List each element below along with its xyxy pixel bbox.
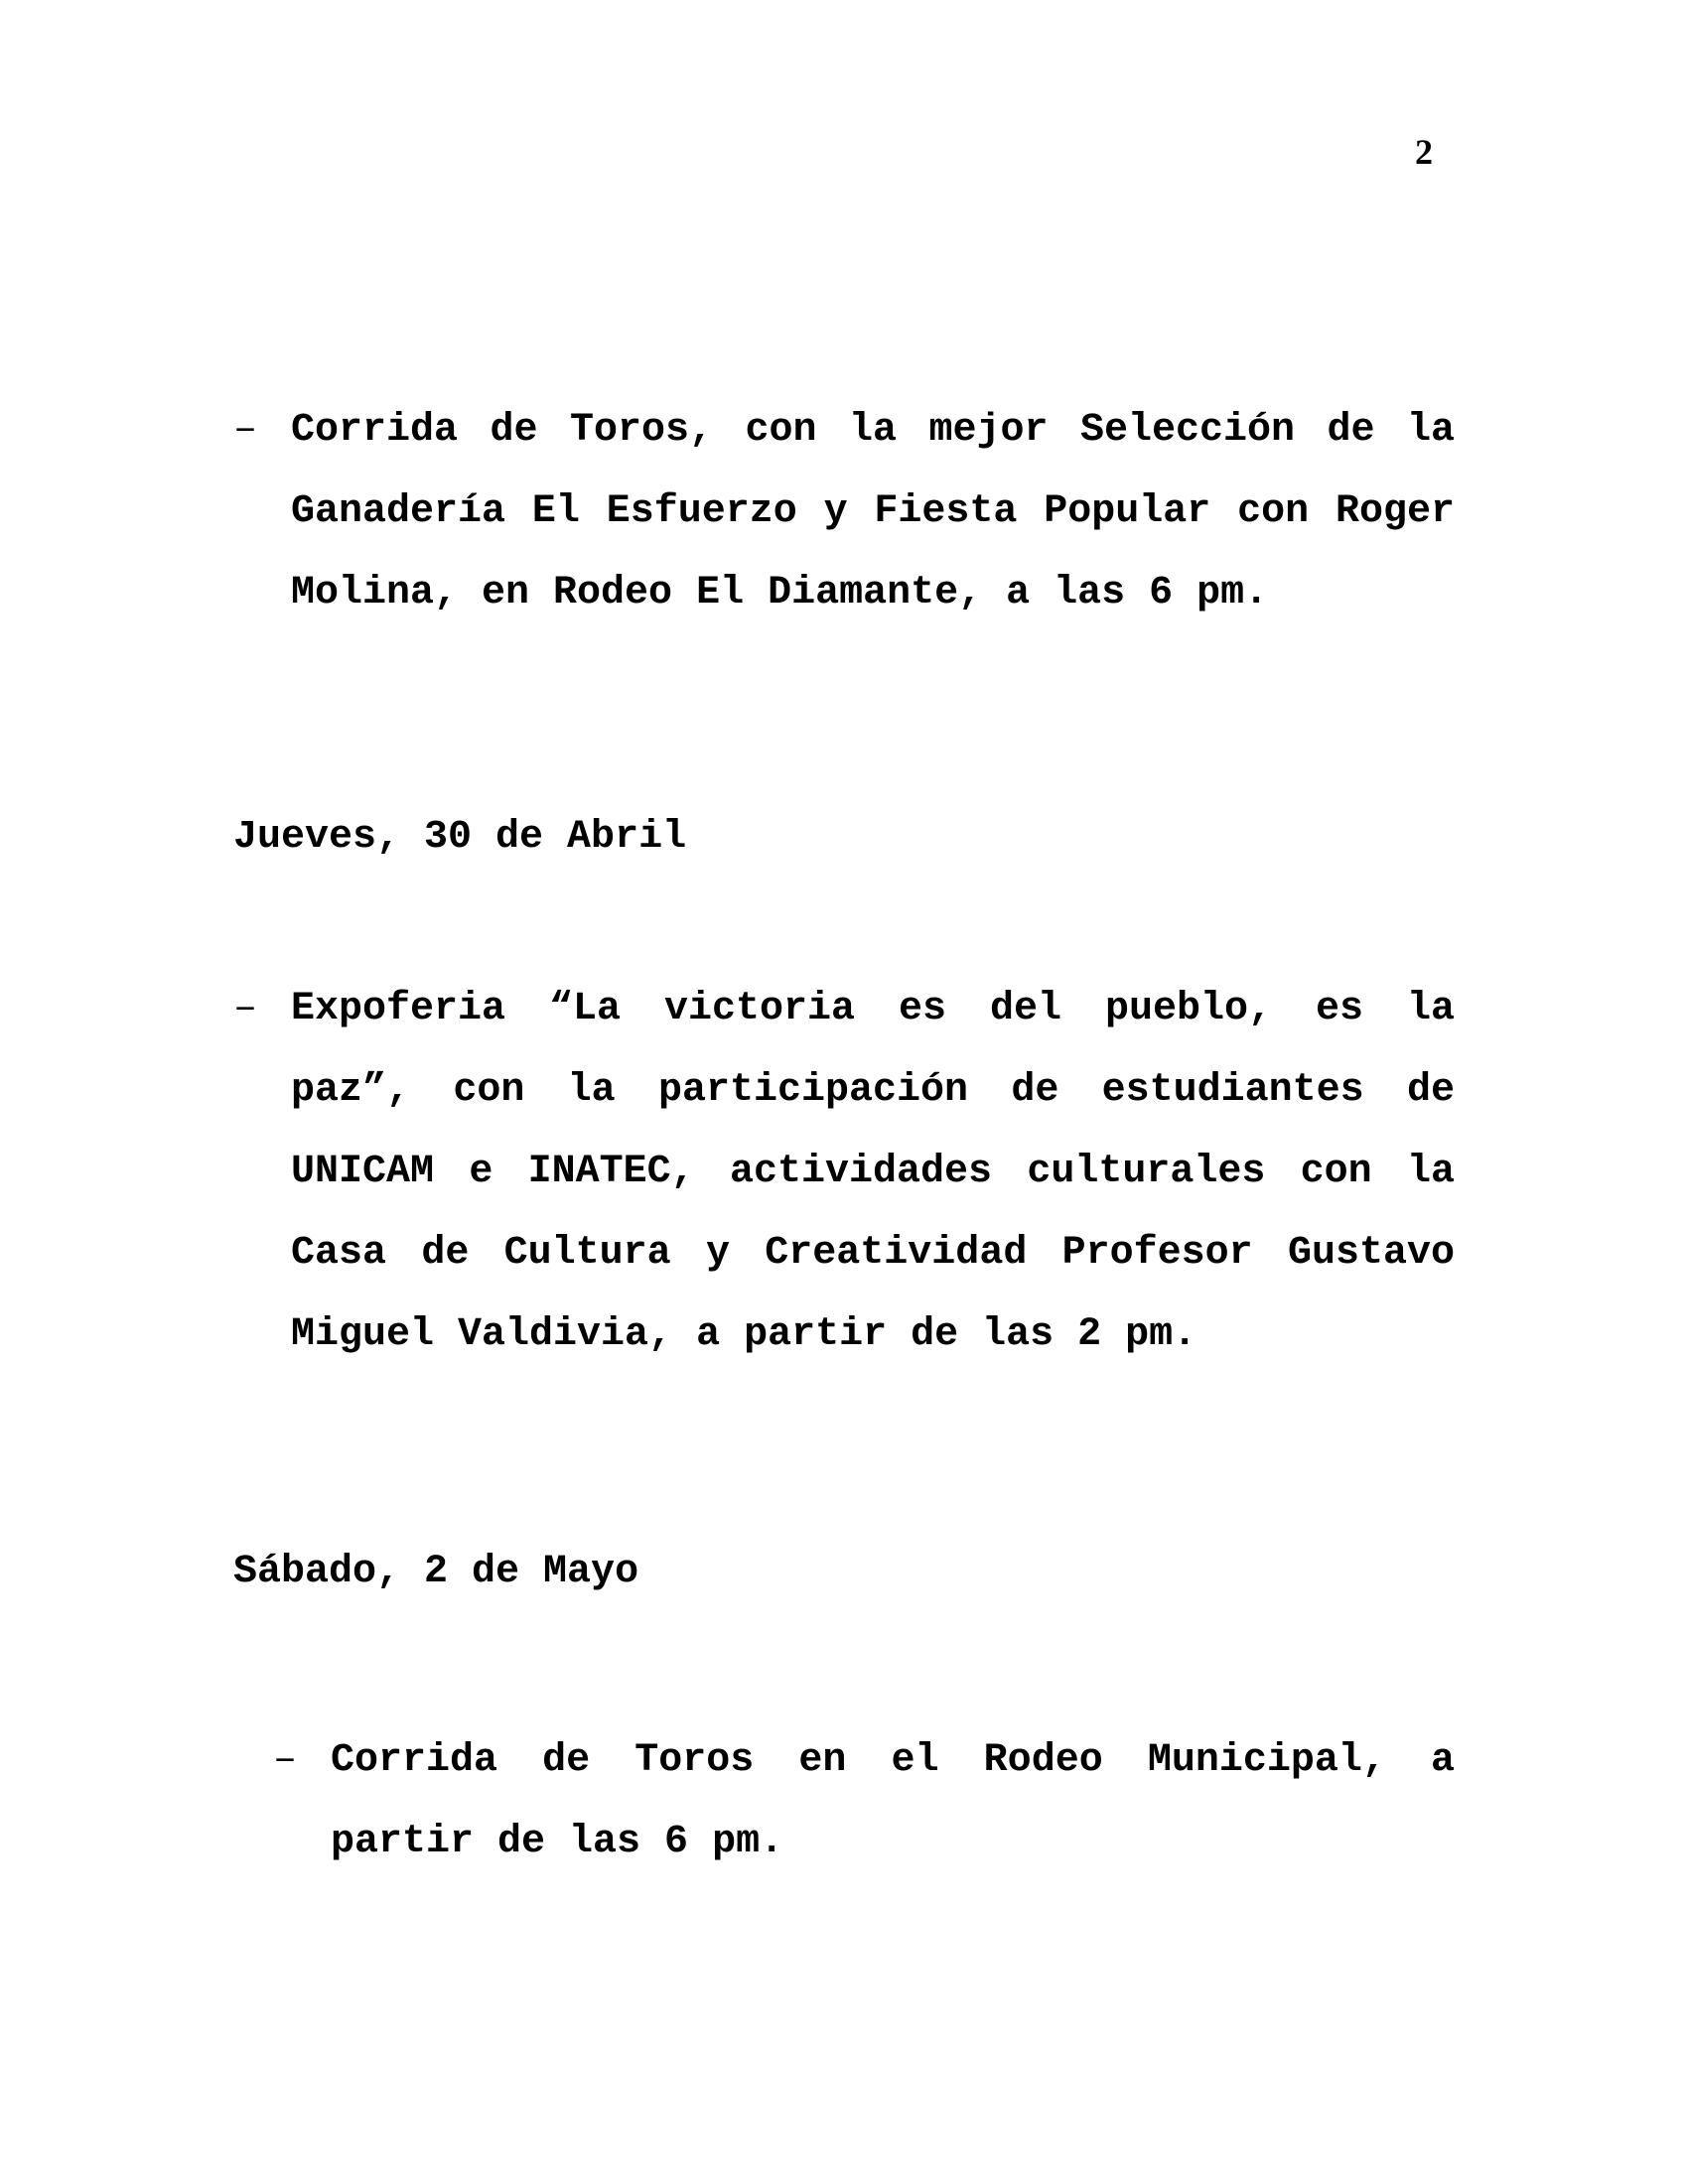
list-item-text: Expoferia “La victoria es del pueblo, es la paz”, con la participación de estudiantes de UNICAM e INATEC, actividades culturales con la Casa de Cultura y Creatividad Profesor Gustavo Miguel Valdivia, a partir de las 2 pm. xyxy=(291,987,1455,1357)
list-item-text: Corrida de Toros en el Rodeo Municipal, a partir de las 6 pm. xyxy=(331,1738,1455,1864)
page-number: 2 xyxy=(1415,132,1433,172)
dash-bullet-icon: – xyxy=(273,1738,298,1783)
list-item-expoferia xyxy=(233,969,1455,1376)
list-item-corrida-diamante xyxy=(233,390,1455,634)
list-item-corrida-municipal xyxy=(273,1720,1455,1883)
dash-bullet-icon: – xyxy=(233,408,258,453)
section-heading-sabado: Sábado, 2 de Mayo xyxy=(233,1550,639,1594)
list-item-text: Corrida de Toros, con la mejor Selección de la Ganadería El Esfuerzo y Fiesta Popular con Roger Molina, en Rodeo El Diamante, a las 6 pm. xyxy=(291,408,1455,615)
section-heading-jueves: Jueves, 30 de Abril xyxy=(233,815,687,860)
dash-bullet-icon: – xyxy=(233,987,258,1031)
